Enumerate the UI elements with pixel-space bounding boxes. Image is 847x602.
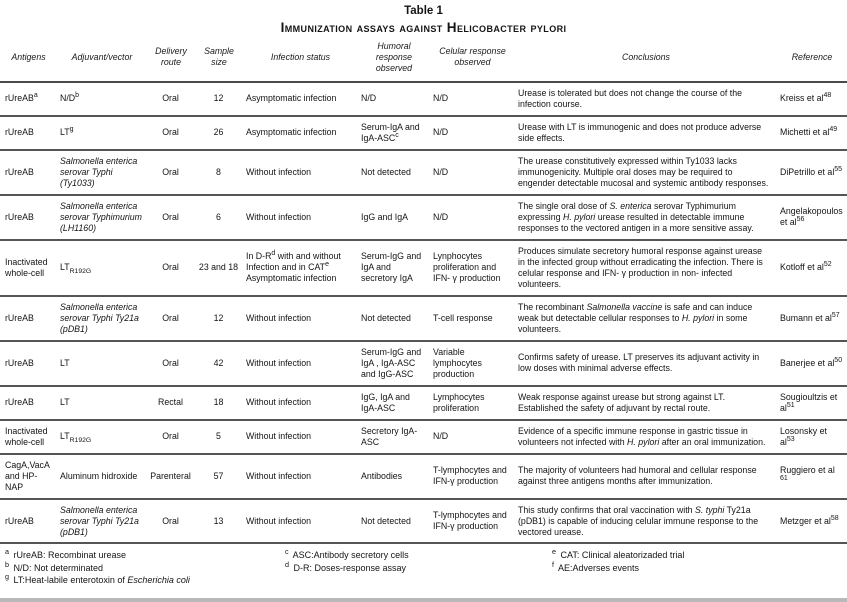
cell-conclusions: Confirms safety of urease. LT preserves its adjuvant activity in low doses with minimal adverse effects. xyxy=(515,341,777,386)
cell-antigen: CagA,VacA and HP-NAP xyxy=(0,454,57,499)
col-header-route: Delivery route xyxy=(147,38,195,82)
cell-humoral: Not detected xyxy=(358,150,430,195)
cell-adjuvant: Salmonella enterica serovar Typhimurium (LH1160) xyxy=(57,195,147,240)
cell-status: Without infection xyxy=(243,420,358,454)
cell-route: Oral xyxy=(147,82,195,116)
cell-conclusions: The recombinant Salmonella vaccine is safe and can induce weak but detectable cellular responses to H. pylori in some volunteers. xyxy=(515,296,777,341)
cell-adjuvant: $N/D^b$ xyxy=(57,82,147,116)
cell-celular: T-cell response xyxy=(430,296,515,341)
cell-celular: Variable lymphocytes production xyxy=(430,341,515,386)
table-caption xyxy=(0,0,847,35)
cell-reference: Losonsky et $al^{53}$ xyxy=(777,420,847,454)
cell-humoral: Antibodies xyxy=(358,454,430,499)
cell-humoral: IgG and IgA xyxy=(358,195,430,240)
table-number-label: Table 1 xyxy=(404,5,443,17)
cell-conclusions: The majority of volunteers had humoral and cellular response against three antigens months after immunization. xyxy=(515,454,777,499)
cell-adjuvant: Aluminum hidroxide xyxy=(57,454,147,499)
cell-humoral: Serum-IgG and IgA , IgA-ASC and IgG-ASC xyxy=(358,341,430,386)
cell-route: Oral xyxy=(147,240,195,296)
cell-antigen: rUreAB xyxy=(0,150,57,195)
col-header-status: Infection status xyxy=(243,38,358,82)
cell-adjuvant: $LT_{R192G}$ xyxy=(57,420,147,454)
cell-status: In $D-R^d$ with and without Infection and in CAT$^e$ Asymptomatic infection xyxy=(243,240,358,296)
table-row xyxy=(0,195,847,240)
cell-adjuvant: Salmonella enterica serovar Typhi Ty21a (pDB1) xyxy=(57,499,147,544)
cell-sample: 5 xyxy=(195,420,243,454)
table-header-row xyxy=(0,38,847,82)
cell-reference: Angelakopoulos et $al^{56}$ xyxy=(777,195,847,240)
assays-table xyxy=(0,38,847,544)
footnote-column-3 xyxy=(552,549,841,585)
table-row xyxy=(0,420,847,454)
cell-reference: Kotloff et $al^{52}$ xyxy=(777,240,847,296)
footnote-item: $^f$ AE:Adverses events xyxy=(552,559,640,573)
cell-antigen: Inactivated whole-cell xyxy=(0,240,57,296)
cell-celular: N/D xyxy=(430,82,515,116)
footnote-item: $^g$ LT:Heat-labile enterotoxin of Escherichia coli xyxy=(5,571,190,585)
cell-antigen: rUreAB xyxy=(0,341,57,386)
footnote-item: $^c$ ASC:Antibody secretory cells xyxy=(285,547,409,561)
footnote-column-2 xyxy=(285,549,552,585)
cell-celular: T-lymphocytes and IFN-γ production xyxy=(430,454,515,499)
footnote-item: $^b$ N/D: Not determinated xyxy=(5,559,104,573)
table-row xyxy=(0,341,847,386)
cell-celular: N/D xyxy=(430,195,515,240)
footnote-item: $^e$ CAT: Clinical aleatorizaded trial xyxy=(552,547,685,561)
bottom-rule xyxy=(0,598,847,602)
cell-humoral: Serum-IgG and IgA and secretory IgA xyxy=(358,240,430,296)
cell-reference: Metzger et $al^{58}$ xyxy=(777,499,847,544)
table-row xyxy=(0,116,847,150)
cell-adjuvant: Salmonella enterica serovar Typhi Ty21a (pDB1) xyxy=(57,296,147,341)
cell-celular: T-lymphocytes and IFN-γ production xyxy=(430,499,515,544)
footnote-item: $^a$ rUreAB: Recombinat urease xyxy=(5,547,127,561)
cell-route: Oral xyxy=(147,195,195,240)
cell-celular: N/D xyxy=(430,420,515,454)
cell-reference: Banerjee et $al^{50}$ xyxy=(777,341,847,386)
cell-antigen: rUreAB xyxy=(0,116,57,150)
cell-sample: 12 xyxy=(195,82,243,116)
cell-sample: 12 xyxy=(195,296,243,341)
cell-conclusions: Weak response against urease but strong against LT. Established the safety of adjuvant by rectal route. xyxy=(515,386,777,420)
footnote-item: $^d$ D-R: Doses-response assay xyxy=(285,559,407,573)
footnote-column-1 xyxy=(5,549,285,585)
cell-reference: Michetti et $al^{49}$ xyxy=(777,116,847,150)
col-header-adjuvant: Adjuvant/vector xyxy=(57,38,147,82)
cell-adjuvant: LT xyxy=(57,341,147,386)
cell-status: Asymptomatic infection xyxy=(243,82,358,116)
cell-conclusions: This study confirms that oral vaccination with S. typhi Ty21a (pDB1) is capable of inducing celular immune response to the vectored urease. xyxy=(515,499,777,544)
cell-adjuvant: Salmonella enterica serovar Typhi (Ty1033) xyxy=(57,150,147,195)
cell-status: Without infection xyxy=(243,386,358,420)
cell-humoral: Secretory IgA-ASC xyxy=(358,420,430,454)
col-header-humoral: Humoral response observed xyxy=(358,38,430,82)
cell-route: Oral xyxy=(147,499,195,544)
cell-sample: 57 xyxy=(195,454,243,499)
cell-adjuvant: $LT^g$ xyxy=(57,116,147,150)
table-row xyxy=(0,454,847,499)
cell-route: Oral xyxy=(147,296,195,341)
cell-status: Without infection xyxy=(243,150,358,195)
col-header-celular: Celular response observed xyxy=(430,38,515,82)
cell-conclusions: Urease is tolerated but does not change the course of the infection course. xyxy=(515,82,777,116)
col-header-reference: Reference xyxy=(777,38,847,82)
cell-humoral: N/D xyxy=(358,82,430,116)
cell-antigen: rUreAB xyxy=(0,195,57,240)
cell-sample: 26 xyxy=(195,116,243,150)
cell-route: Oral xyxy=(147,420,195,454)
cell-conclusions: Urease with LT is immunogenic and does not produce adverse side effects. xyxy=(515,116,777,150)
cell-route: Oral xyxy=(147,150,195,195)
cell-sample: 23 and 18 xyxy=(195,240,243,296)
cell-status: Without infection xyxy=(243,296,358,341)
table-row xyxy=(0,386,847,420)
table-row xyxy=(0,499,847,544)
col-header-antigen: Antigens xyxy=(0,38,57,82)
cell-reference: Kreiss et $al^{48}$ xyxy=(777,82,847,116)
cell-reference: Sougioultzis et $al^{51}$ xyxy=(777,386,847,420)
cell-conclusions: The urease constitutively expressed within Ty1033 lacks immunogenicity. Multiple oral doses may be required to engender detectable mucosal and systemic antibody responses. xyxy=(515,150,777,195)
cell-humoral: Not detected xyxy=(358,499,430,544)
cell-status: Without infection xyxy=(243,341,358,386)
cell-status: Without infection xyxy=(243,195,358,240)
cell-sample: 18 xyxy=(195,386,243,420)
cell-celular: Lynphocytes proliferation and IFN- γ production xyxy=(430,240,515,296)
cell-status: Without infection xyxy=(243,499,358,544)
cell-route: Oral xyxy=(147,341,195,386)
cell-antigen: rUreAB$^a$ xyxy=(0,82,57,116)
cell-sample: 13 xyxy=(195,499,243,544)
cell-route: Oral xyxy=(147,116,195,150)
cell-adjuvant: LT xyxy=(57,386,147,420)
cell-adjuvant: $LT_{R192G}$ xyxy=(57,240,147,296)
cell-reference: Ruggiero et al $^{61}$ xyxy=(777,454,847,499)
cell-sample: 42 xyxy=(195,341,243,386)
cell-route: Parenteral xyxy=(147,454,195,499)
cell-humoral: IgG, IgA and IgA-ASC xyxy=(358,386,430,420)
cell-antigen: rUreAB xyxy=(0,386,57,420)
table-row xyxy=(0,82,847,116)
table-row xyxy=(0,150,847,195)
cell-celular: N/D xyxy=(430,116,515,150)
cell-antigen: rUreAB xyxy=(0,499,57,544)
table-body xyxy=(0,82,847,544)
cell-sample: 6 xyxy=(195,195,243,240)
cell-status: Without infection xyxy=(243,454,358,499)
col-header-sample: Sample size xyxy=(195,38,243,82)
table-row xyxy=(0,240,847,296)
page-title: Immunization assays against Helicobacter pylori xyxy=(280,20,567,35)
header-row xyxy=(0,38,847,82)
cell-status: Asymptomatic infection xyxy=(243,116,358,150)
cell-humoral: Serum-IgA and IgA-ASC$^c$ xyxy=(358,116,430,150)
cell-conclusions: Produces simulate secretory humoral response against urease in the infected group without erradicating the infection. There is celular response and IFN- γ production in non- infected volunteers. xyxy=(515,240,777,296)
cell-antigen: rUreAB xyxy=(0,296,57,341)
cell-reference: DiPetrillo et $al^{55}$ xyxy=(777,150,847,195)
cell-conclusions: Evidence of a specific immune response in gastric tissue in volunteers not infected with H. pylori after an oral immunization. xyxy=(515,420,777,454)
cell-sample: 8 xyxy=(195,150,243,195)
table-row xyxy=(0,296,847,341)
cell-route: Rectal xyxy=(147,386,195,420)
cell-reference: Bumann et $al^{57}$ xyxy=(777,296,847,341)
cell-conclusions: The single oral dose of S. enterica serovar Typhimurium expressing H. pylori urease resulted in detectable immune responses to the vectored antigen in a more sensitive assay. xyxy=(515,195,777,240)
cell-celular: Lymphocytes proliferation xyxy=(430,386,515,420)
cell-antigen: Inactivated whole-cell xyxy=(0,420,57,454)
cell-celular: N/D xyxy=(430,150,515,195)
cell-humoral: Not detected xyxy=(358,296,430,341)
col-header-conclusions: Conclusions xyxy=(515,38,777,82)
footnotes xyxy=(0,544,847,585)
